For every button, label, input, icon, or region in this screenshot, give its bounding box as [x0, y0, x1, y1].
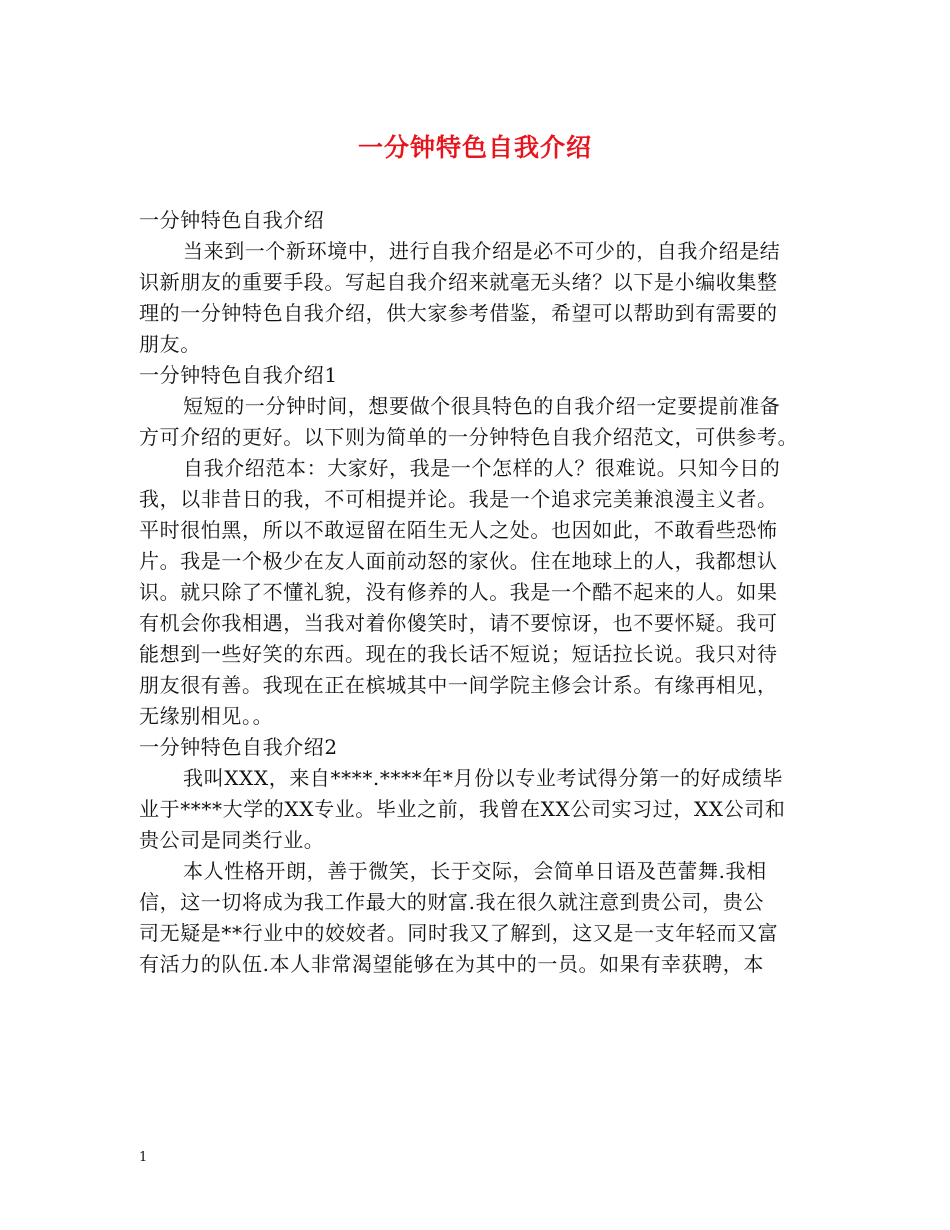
page-number: 1 — [139, 1150, 148, 1165]
section-heading-1: 一分钟特色自我介绍1 — [139, 363, 338, 387]
paragraph-line: 我叫XXX，来自****.****年*月份以专业考试得分第一的好成绩毕 — [183, 766, 784, 790]
paragraph-line: 业于****大学的XX专业。毕业之前，我曾在XX公司实习过，XX公司和 — [139, 797, 786, 821]
document-title: 一分钟特色自我介绍 — [357, 133, 592, 162]
paragraph-line: 本人性格开朗，善于微笑，长于交际，会简单日语及芭蕾舞.我相 — [183, 859, 767, 883]
paragraph-line: 贵公司是同类行业。 — [139, 828, 325, 852]
paragraph-line: 识。就只除了不懂礼貌，没有修养的人。我是一个酷不起来的人。如果 — [139, 580, 778, 604]
section-heading-intro: 一分钟特色自我介绍 — [139, 208, 325, 232]
paragraph-line: 平时很怕黑，所以不敢逗留在陌生无人之处。也因如此，不敢看些恐怖 — [139, 518, 778, 542]
paragraph-line: 短短的一分钟时间，想要做个很具特色的自我介绍一定要提前准备 — [183, 394, 781, 418]
paragraph-line: 朋友很有善。我现在正在槟城其中一间学院主修会计系。有缘再相见， — [139, 673, 778, 697]
paragraph-line: 有机会你我相遇，当我对着你傻笑时，请不要惊讶，也不要怀疑。我可 — [139, 611, 778, 635]
paragraph-line: 方可介绍的更好。以下则为简单的一分钟特色自我介绍范文，可供参考。 — [139, 425, 799, 449]
paragraph-line: 自我介绍范本：大家好，我是一个怎样的人？很难说。只知今日的 — [183, 456, 781, 480]
paragraph-line: 信，这一切将成为我工作最大的财富.我在很久就注意到贵公司，贵公 — [139, 890, 764, 914]
paragraph-line: 我，以非昔日的我，不可相提并论。我是一个追求完美兼浪漫主义者。 — [139, 487, 778, 511]
paragraph-line: 能想到一些好笑的东西。现在的我长话不短说；短话拉长说。我只对待 — [139, 642, 778, 666]
paragraph-line: 当来到一个新环境中，进行自我介绍是必不可少的，自我介绍是结 — [183, 239, 781, 263]
document-body — [139, 205, 819, 980]
section-heading-2: 一分钟特色自我介绍2 — [139, 735, 338, 759]
paragraph-line: 司无疑是**行业中的姣姣者。同时我又了解到，这又是一支年轻而又富 — [139, 921, 779, 945]
paragraph-line: 理的一分钟特色自我介绍，供大家参考借鉴，希望可以帮助到有需要的 — [139, 301, 778, 325]
paragraph-line: 无缘别相见。。 — [139, 704, 274, 728]
paragraph-line: 朋友。 — [139, 332, 201, 356]
paragraph-line: 识新朋友的重要手段。写起自我介绍来就毫无头绪？以下是小编收集整 — [139, 270, 778, 294]
paragraph-line: 片。我是一个极少在友人面前动怒的家伙。住在地球上的人，我都想认 — [139, 549, 778, 573]
paragraph-line: 有活力的队伍.本人非常渴望能够在为其中的一员。如果有幸获聘，本 — [139, 952, 764, 976]
